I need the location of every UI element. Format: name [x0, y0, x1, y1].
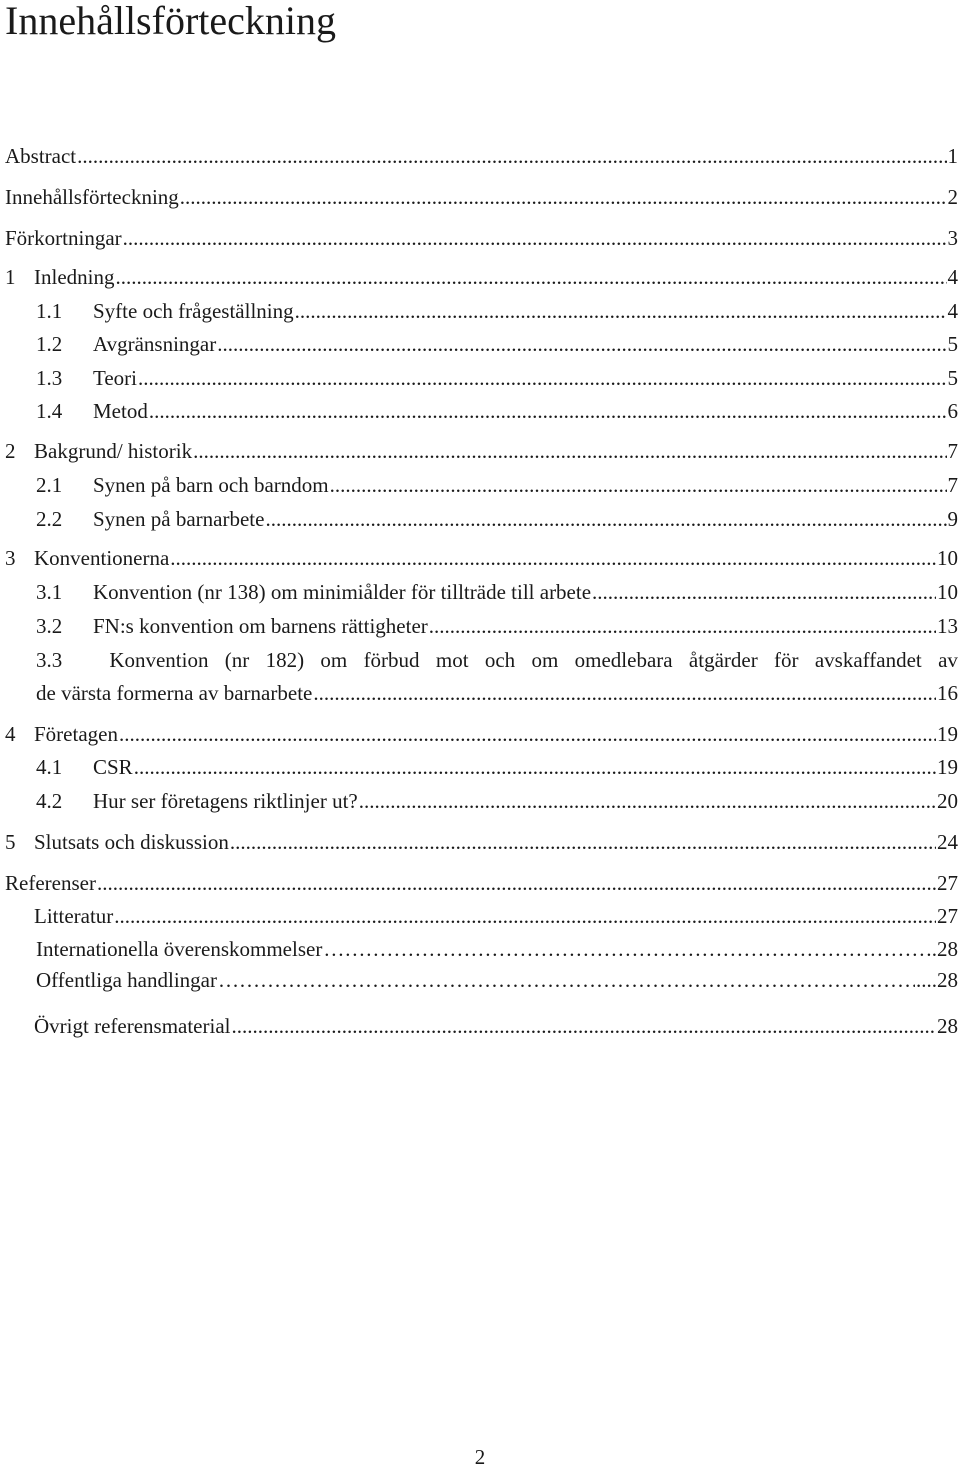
toc-dot-leader [429, 612, 936, 640]
toc-entry-continuation [36, 679, 958, 707]
toc-entry-references[interactable] [5, 869, 958, 897]
toc-dot-leader [217, 330, 946, 358]
toc-entry-contents[interactable] [5, 183, 958, 211]
toc-section-number: 5 [5, 830, 16, 854]
toc-section-number: 1.4 [36, 399, 63, 423]
toc-entry-section-5[interactable] [5, 828, 958, 856]
toc-section-number: 4.2 [36, 789, 63, 813]
toc-page-number: 3 [947, 226, 958, 250]
toc-label-word: åtgärder [688, 648, 758, 672]
toc-entry-section-3[interactable] [5, 544, 958, 572]
toc-page-number: 5 [947, 332, 958, 356]
toc-dot-leader [330, 471, 947, 499]
toc-label: Slutsats och diskussion [34, 830, 229, 854]
toc-entry-section-1-2[interactable] [36, 330, 958, 358]
toc-entry-section-1-1[interactable] [36, 297, 958, 325]
toc-entry-section-4-2[interactable] [36, 787, 958, 815]
toc-label-word: Konvention [109, 648, 209, 672]
toc-page-number: 10 [937, 580, 958, 604]
toc-dot-leader [123, 224, 947, 252]
toc-section-number: 3.2 [36, 614, 63, 638]
toc-entry-literature[interactable] [34, 902, 958, 930]
toc-dot-leader [115, 263, 946, 291]
toc-page-number: 27 [937, 871, 958, 895]
toc-entry-international-agreements[interactable] [36, 935, 958, 963]
toc-label-word: av [938, 648, 958, 672]
toc-entry-abbreviations[interactable] [5, 224, 958, 252]
toc-page-number: 13 [937, 614, 958, 638]
toc-label: Övrigt referensmaterial [34, 1014, 231, 1038]
toc-dot-leader [170, 544, 936, 572]
toc-label: Teori [93, 366, 138, 390]
toc-dot-leader [592, 578, 936, 606]
toc-page-number: 20 [937, 789, 958, 813]
toc-dot-leader [134, 753, 936, 781]
toc-label-word: om [531, 648, 559, 672]
toc-page-number: ....28 [916, 968, 958, 992]
toc-label: Bakgrund/ historik [34, 439, 193, 463]
toc-dot-leader [114, 902, 936, 930]
page-title: Innehållsförteckning [5, 0, 336, 43]
toc-section-number: 4.1 [36, 755, 63, 779]
toc-page-number: .28 [931, 937, 958, 961]
toc-page-number: 6 [947, 399, 958, 423]
toc-dot-leader [232, 1012, 937, 1040]
toc-section-number: 1.3 [36, 366, 63, 390]
toc-label-word: för [774, 648, 799, 672]
toc-dot-leader [149, 397, 947, 425]
toc-label: Konvention (nr 138) om minimiålder för tillträde till arbete [93, 580, 592, 604]
toc-page-number: 27 [937, 904, 958, 928]
toc-entry-abstract[interactable] [5, 142, 958, 170]
toc-dot-leader [313, 679, 936, 707]
toc-dot-leader [77, 142, 946, 170]
toc-label-word: förbud [363, 648, 420, 672]
toc-dot-leader [97, 869, 936, 897]
toc-dot-leader [265, 505, 946, 533]
toc-entry-section-1-3[interactable] [36, 364, 958, 392]
toc-label: Litteratur [34, 904, 114, 928]
toc-page-number: 16 [937, 681, 958, 705]
toc-entry-section-2[interactable] [5, 437, 958, 465]
toc-label: Internationella överenskommelser [36, 937, 323, 961]
toc-section-number: 1.1 [36, 299, 63, 323]
toc-section-number: 3 [5, 546, 16, 570]
toc-label-word: och [484, 648, 516, 672]
toc-entry-section-2-2[interactable] [36, 505, 958, 533]
toc-section-number: 2.1 [36, 473, 63, 497]
toc-section-number: 1.2 [36, 332, 63, 356]
toc-entry-section-4[interactable] [5, 720, 958, 748]
toc-entry-section-2-1[interactable] [36, 471, 958, 499]
toc-entry-section-3-1[interactable] [36, 578, 958, 606]
toc-label: de värsta formerna av barnarbete [36, 681, 313, 705]
toc-page-number: 7 [947, 439, 958, 463]
toc-dot-leader [295, 297, 947, 325]
toc-page-number: 5 [947, 366, 958, 390]
toc-dot-leader [193, 437, 946, 465]
toc-label: Referenser [5, 871, 96, 895]
toc-page-number: 19 [937, 755, 958, 779]
toc-label-word: omedlebara [574, 648, 673, 672]
toc-entry-other-references[interactable] [34, 1012, 958, 1040]
toc-section-number: 1 [5, 265, 16, 289]
toc-label-word: avskaffandet [814, 648, 922, 672]
toc-page-number: 1 [947, 144, 958, 168]
toc-entry-section-3-2[interactable] [36, 612, 958, 640]
toc-label: Synen på barn och barndom [93, 473, 329, 497]
toc-page-number: 10 [937, 546, 958, 570]
toc-dot-leader [180, 183, 947, 211]
toc-label-word: 182) [265, 648, 305, 672]
toc-section-number: 4 [5, 722, 16, 746]
page-number: 2 [474, 1445, 486, 1469]
toc-label: Synen på barnarbete [93, 507, 265, 531]
toc-ellipsis-leader [323, 935, 930, 963]
toc-label-word: mot [435, 648, 469, 672]
toc-dot-leader [359, 787, 936, 815]
toc-ellipsis-leader [218, 966, 915, 994]
toc-entry-first-line [36, 646, 958, 674]
toc-label: Metod [93, 399, 148, 423]
toc-label: Avgränsningar [93, 332, 217, 356]
toc-entry-section-1-4[interactable] [36, 397, 958, 425]
toc-label: Innehållsförteckning [5, 185, 179, 209]
toc-label: Offentliga handlingar [36, 968, 217, 992]
toc-label: Konventionerna [34, 546, 170, 570]
toc-label: Syfte och frågeställning [93, 299, 294, 323]
toc-entry-section-1[interactable] [5, 263, 958, 291]
toc-page-number: 7 [947, 473, 958, 497]
toc-label: FN:s konvention om barnens rättigheter [93, 614, 428, 638]
toc-page-number: 4 [947, 299, 958, 323]
toc-label: CSR [93, 755, 133, 779]
toc-page-number: 2 [947, 185, 958, 209]
toc-dot-leader [230, 828, 936, 856]
toc-label: Inledning [34, 265, 115, 289]
toc-entry-official-documents[interactable] [36, 966, 958, 994]
toc-dot-leader [119, 720, 936, 748]
toc-entry-section-4-1[interactable] [36, 753, 958, 781]
toc-label: Företagen [34, 722, 118, 746]
toc-section-number: 3.3 [36, 648, 63, 672]
toc-section-number: 2.2 [36, 507, 63, 531]
toc-page-number: 28 [937, 1014, 958, 1038]
toc-section-number: 2 [5, 439, 16, 463]
toc-section-number: 3.1 [36, 580, 63, 604]
toc-label: Förkortningar [5, 226, 122, 250]
toc-page-number: 4 [947, 265, 958, 289]
toc-page-number: 19 [937, 722, 958, 746]
toc-label-word: (nr [224, 648, 250, 672]
toc-page-number: 24 [937, 830, 958, 854]
toc-label: Hur ser företagens riktlinjer ut? [93, 789, 358, 813]
toc-label: Abstract [5, 144, 77, 168]
toc-page-number: 9 [947, 507, 958, 531]
toc-dot-leader [138, 364, 946, 392]
toc-label-word: om [320, 648, 348, 672]
